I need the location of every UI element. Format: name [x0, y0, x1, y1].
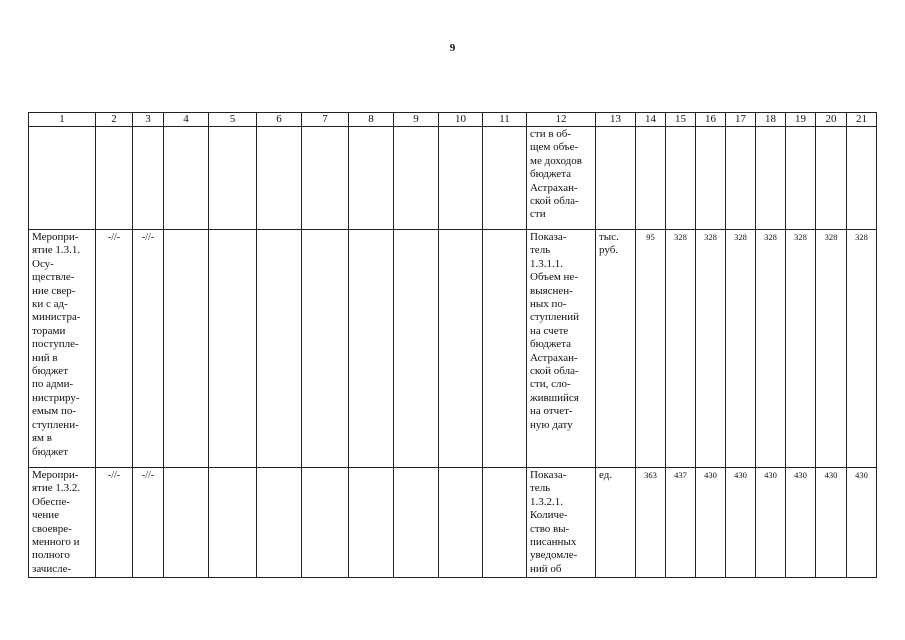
- event-cell-line: Обеспе-: [32, 495, 70, 508]
- indicator-cell-line: ме доходов: [530, 154, 582, 167]
- value-cell: [756, 127, 786, 230]
- header-row: [29, 113, 877, 127]
- event-cell-line: поступле-: [32, 338, 79, 351]
- value-cell: 328: [696, 230, 726, 468]
- column-header: 5: [209, 113, 257, 127]
- event-cell-line: нистриру-: [32, 391, 80, 404]
- status-mark-cell: [133, 127, 164, 230]
- value-cell: 430: [696, 468, 726, 578]
- value-cell: 328: [726, 230, 756, 468]
- column-header: 15: [666, 113, 696, 127]
- indicator-cell-line: ных по-: [530, 298, 567, 311]
- indicator-cell-line: уведомле-: [530, 549, 578, 562]
- event-cell-line: по адми-: [32, 378, 74, 391]
- event-cell-line: Меропри-: [32, 469, 79, 481]
- status-mark-cell: -//-: [133, 468, 164, 578]
- event-cell-line: бюджет: [32, 365, 68, 378]
- indicator-cell-line: на счете: [530, 324, 569, 337]
- value-cell: 430: [756, 468, 786, 578]
- empty-cell: [439, 127, 483, 230]
- indicator-cell-line: сти: [530, 208, 546, 221]
- status-mark-cell: -//-: [96, 468, 133, 578]
- indicator-cell-line: бюджета: [530, 338, 572, 351]
- indicator-cell-line: ний об: [530, 562, 562, 575]
- event-cell: [29, 230, 96, 468]
- empty-cell: [209, 230, 257, 468]
- value-cell: 328: [756, 230, 786, 468]
- indicator-cell: [527, 127, 596, 230]
- event-cell-line: емым по-: [32, 405, 76, 418]
- empty-cell: [164, 230, 209, 468]
- value-cell: 363: [636, 468, 666, 578]
- value-cell: 430: [816, 468, 847, 578]
- column-header: 12: [527, 113, 596, 127]
- value-cell: [726, 127, 756, 230]
- event-cell-line: ятие 1.3.1.: [32, 244, 81, 257]
- value-cell: 95: [636, 230, 666, 468]
- column-header: 19: [786, 113, 816, 127]
- status-mark-cell: [96, 127, 133, 230]
- empty-cell: [302, 127, 349, 230]
- unit-cell: [596, 127, 636, 230]
- event-cell-line: министра-: [32, 311, 81, 324]
- column-header: 13: [596, 113, 636, 127]
- empty-cell: [349, 468, 394, 578]
- event-cell-line: ки с ад-: [32, 298, 68, 311]
- status-mark-cell: -//-: [96, 230, 133, 468]
- column-header: 9: [394, 113, 439, 127]
- indicator-cell-line: тель: [530, 244, 551, 257]
- empty-cell: [483, 127, 527, 230]
- unit-cell-line: руб.: [599, 244, 619, 257]
- indicator-cell-line: Астрахан-: [530, 181, 578, 194]
- value-cell: [786, 127, 816, 230]
- column-header: 4: [164, 113, 209, 127]
- event-cell-line: ществле-: [32, 271, 75, 284]
- indicator-cell-line: на отчет-: [530, 405, 573, 418]
- event-cell-line: своевре-: [32, 522, 72, 535]
- event-cell-line: Осу-: [32, 257, 54, 270]
- indicator-cell-line: Количе-: [530, 509, 568, 522]
- value-cell: 328: [786, 230, 816, 468]
- unit-cell-line: ед.: [599, 469, 613, 481]
- indicator-cell-line: Показа-: [530, 231, 567, 243]
- empty-cell: [483, 468, 527, 578]
- column-header: 8: [349, 113, 394, 127]
- indicator-cell-line: ской обла-: [530, 195, 579, 208]
- indicator-cell-line: щем объе-: [530, 141, 579, 154]
- event-cell-line: Меропри-: [32, 231, 79, 243]
- event-cell-line: зачисле-: [32, 562, 72, 575]
- column-header: 11: [483, 113, 527, 127]
- column-header: 18: [756, 113, 786, 127]
- value-cell: [816, 127, 847, 230]
- empty-cell: [349, 127, 394, 230]
- empty-cell: [209, 127, 257, 230]
- empty-cell: [394, 468, 439, 578]
- indicator-cell-line: жившийся: [530, 391, 579, 404]
- empty-cell: [164, 127, 209, 230]
- table-row: [29, 468, 877, 578]
- event-cell-line: ятие 1.3.2.: [32, 482, 81, 495]
- column-header: 7: [302, 113, 349, 127]
- indicator-cell: [527, 230, 596, 468]
- indicator-cell-line: ской обла-: [530, 365, 579, 378]
- indicator-cell-line: Объем не-: [530, 271, 578, 284]
- column-header: 6: [257, 113, 302, 127]
- column-header: 1: [29, 113, 96, 127]
- value-cell: 430: [847, 468, 877, 578]
- empty-cell: [302, 230, 349, 468]
- value-cell: 437: [666, 468, 696, 578]
- empty-cell: [164, 468, 209, 578]
- empty-cell: [209, 468, 257, 578]
- indicator-cell-line: тель: [530, 482, 551, 495]
- value-cell: [696, 127, 726, 230]
- value-cell: 328: [816, 230, 847, 468]
- event-cell-line: ний в: [32, 351, 58, 364]
- empty-cell: [257, 230, 302, 468]
- column-header: 3: [133, 113, 164, 127]
- empty-cell: [302, 468, 349, 578]
- column-header: 16: [696, 113, 726, 127]
- empty-cell: [483, 230, 527, 468]
- value-cell: [636, 127, 666, 230]
- event-cell-line: полного: [32, 549, 70, 562]
- empty-cell: [257, 468, 302, 578]
- indicator-cell-line: писанных: [530, 536, 577, 549]
- unit-cell-line: тыс.: [599, 231, 619, 243]
- event-cell: [29, 127, 96, 230]
- event-cell-line: бюджет: [32, 445, 68, 458]
- empty-cell: [349, 230, 394, 468]
- table-row: [29, 230, 877, 468]
- event-cell-line: торами: [32, 324, 66, 337]
- value-cell: [666, 127, 696, 230]
- value-cell: 430: [786, 468, 816, 578]
- event-cell-line: чение: [32, 509, 60, 522]
- unit-cell: [596, 230, 636, 468]
- indicator-cell: [527, 468, 596, 578]
- column-header: 14: [636, 113, 666, 127]
- indicator-cell-line: ство вы-: [530, 522, 570, 535]
- event-cell-line: ям в: [32, 432, 52, 445]
- unit-cell: [596, 468, 636, 578]
- value-cell: 328: [847, 230, 877, 468]
- status-mark-cell: -//-: [133, 230, 164, 468]
- indicator-cell-line: 1.3.1.1.: [530, 257, 563, 270]
- indicator-cell-line: ступлений: [530, 311, 579, 324]
- indicator-cell-line: Астрахан-: [530, 351, 578, 364]
- indicator-cell-line: ную дату: [530, 418, 573, 431]
- value-cell: 328: [666, 230, 696, 468]
- event-cell: [29, 468, 96, 578]
- indicator-cell-line: 1.3.2.1.: [530, 495, 563, 508]
- table-row: [29, 127, 877, 230]
- indicator-cell-line: выяснен-: [530, 284, 573, 297]
- column-header: 10: [439, 113, 483, 127]
- empty-cell: [394, 230, 439, 468]
- event-cell-line: ние свер-: [32, 284, 76, 297]
- column-header: 2: [96, 113, 133, 127]
- value-cell: [847, 127, 877, 230]
- column-header: 20: [816, 113, 847, 127]
- indicator-cell-line: сти в об-: [530, 128, 572, 140]
- column-header: 17: [726, 113, 756, 127]
- indicator-cell-line: бюджета: [530, 168, 572, 181]
- event-cell-line: менного и: [32, 536, 80, 549]
- indicator-table: [28, 112, 877, 578]
- empty-cell: [394, 127, 439, 230]
- indicator-cell-line: сти, сло-: [530, 378, 571, 391]
- empty-cell: [439, 468, 483, 578]
- page-number: 9: [449, 42, 456, 54]
- value-cell: 430: [726, 468, 756, 578]
- empty-cell: [439, 230, 483, 468]
- empty-cell: [257, 127, 302, 230]
- event-cell-line: ступлени-: [32, 418, 79, 431]
- indicator-cell-line: Показа-: [530, 469, 567, 481]
- column-header: 21: [847, 113, 877, 127]
